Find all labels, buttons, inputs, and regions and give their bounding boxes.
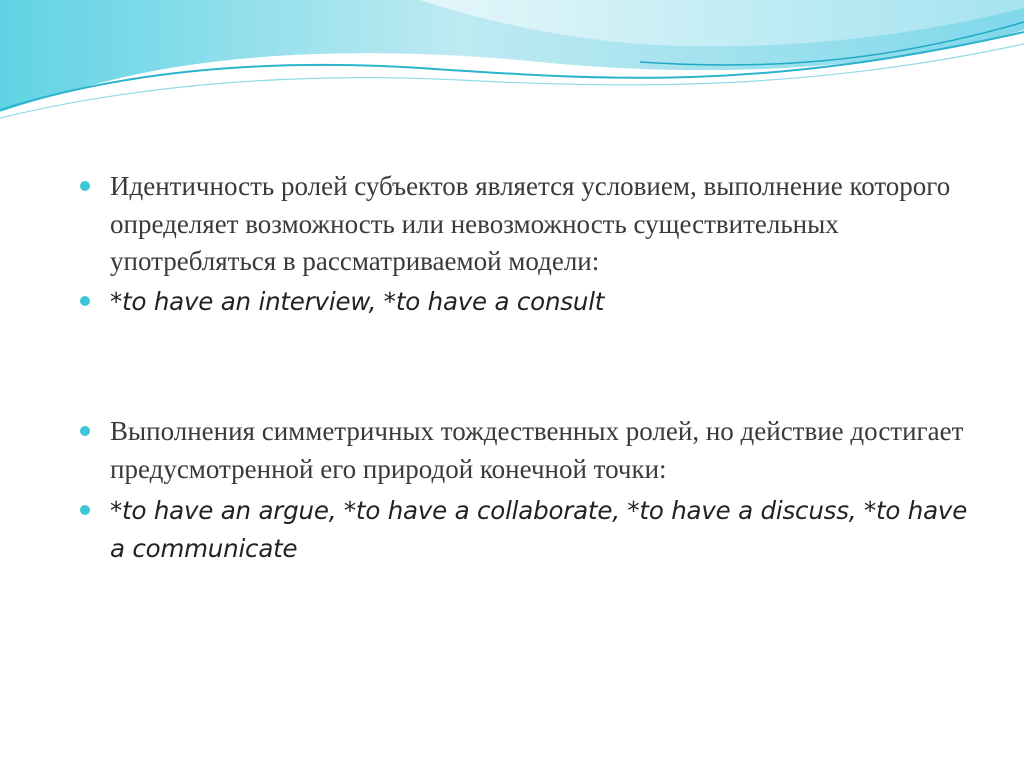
bullet-dot-icon (80, 426, 90, 436)
bullet-text: Выполнения симметричных тождественных ролей, но действие достигает предусмотренной его природой конечной точки: (110, 416, 964, 484)
bullet-dot-icon (80, 181, 90, 191)
bullet-text: *to have an interview, *to have a consult (110, 286, 605, 316)
bullet-dot-icon (80, 296, 90, 306)
bullet-dot-icon (80, 505, 90, 515)
list-item (80, 492, 980, 567)
list-item (80, 168, 980, 281)
bullet-text: *to have an argue, *to have a collaborate, *to have a discuss, *to have a communicate (110, 496, 968, 563)
list-item (80, 283, 980, 321)
header-wave-decoration (0, 0, 1024, 130)
bullet-list (80, 168, 980, 567)
list-item (80, 413, 980, 488)
bullet-text: Идентичность ролей субъектов является условием, выполнение которого определяет возможность или невозможность существительных употребляться в рассматриваемой модели: (110, 171, 951, 276)
